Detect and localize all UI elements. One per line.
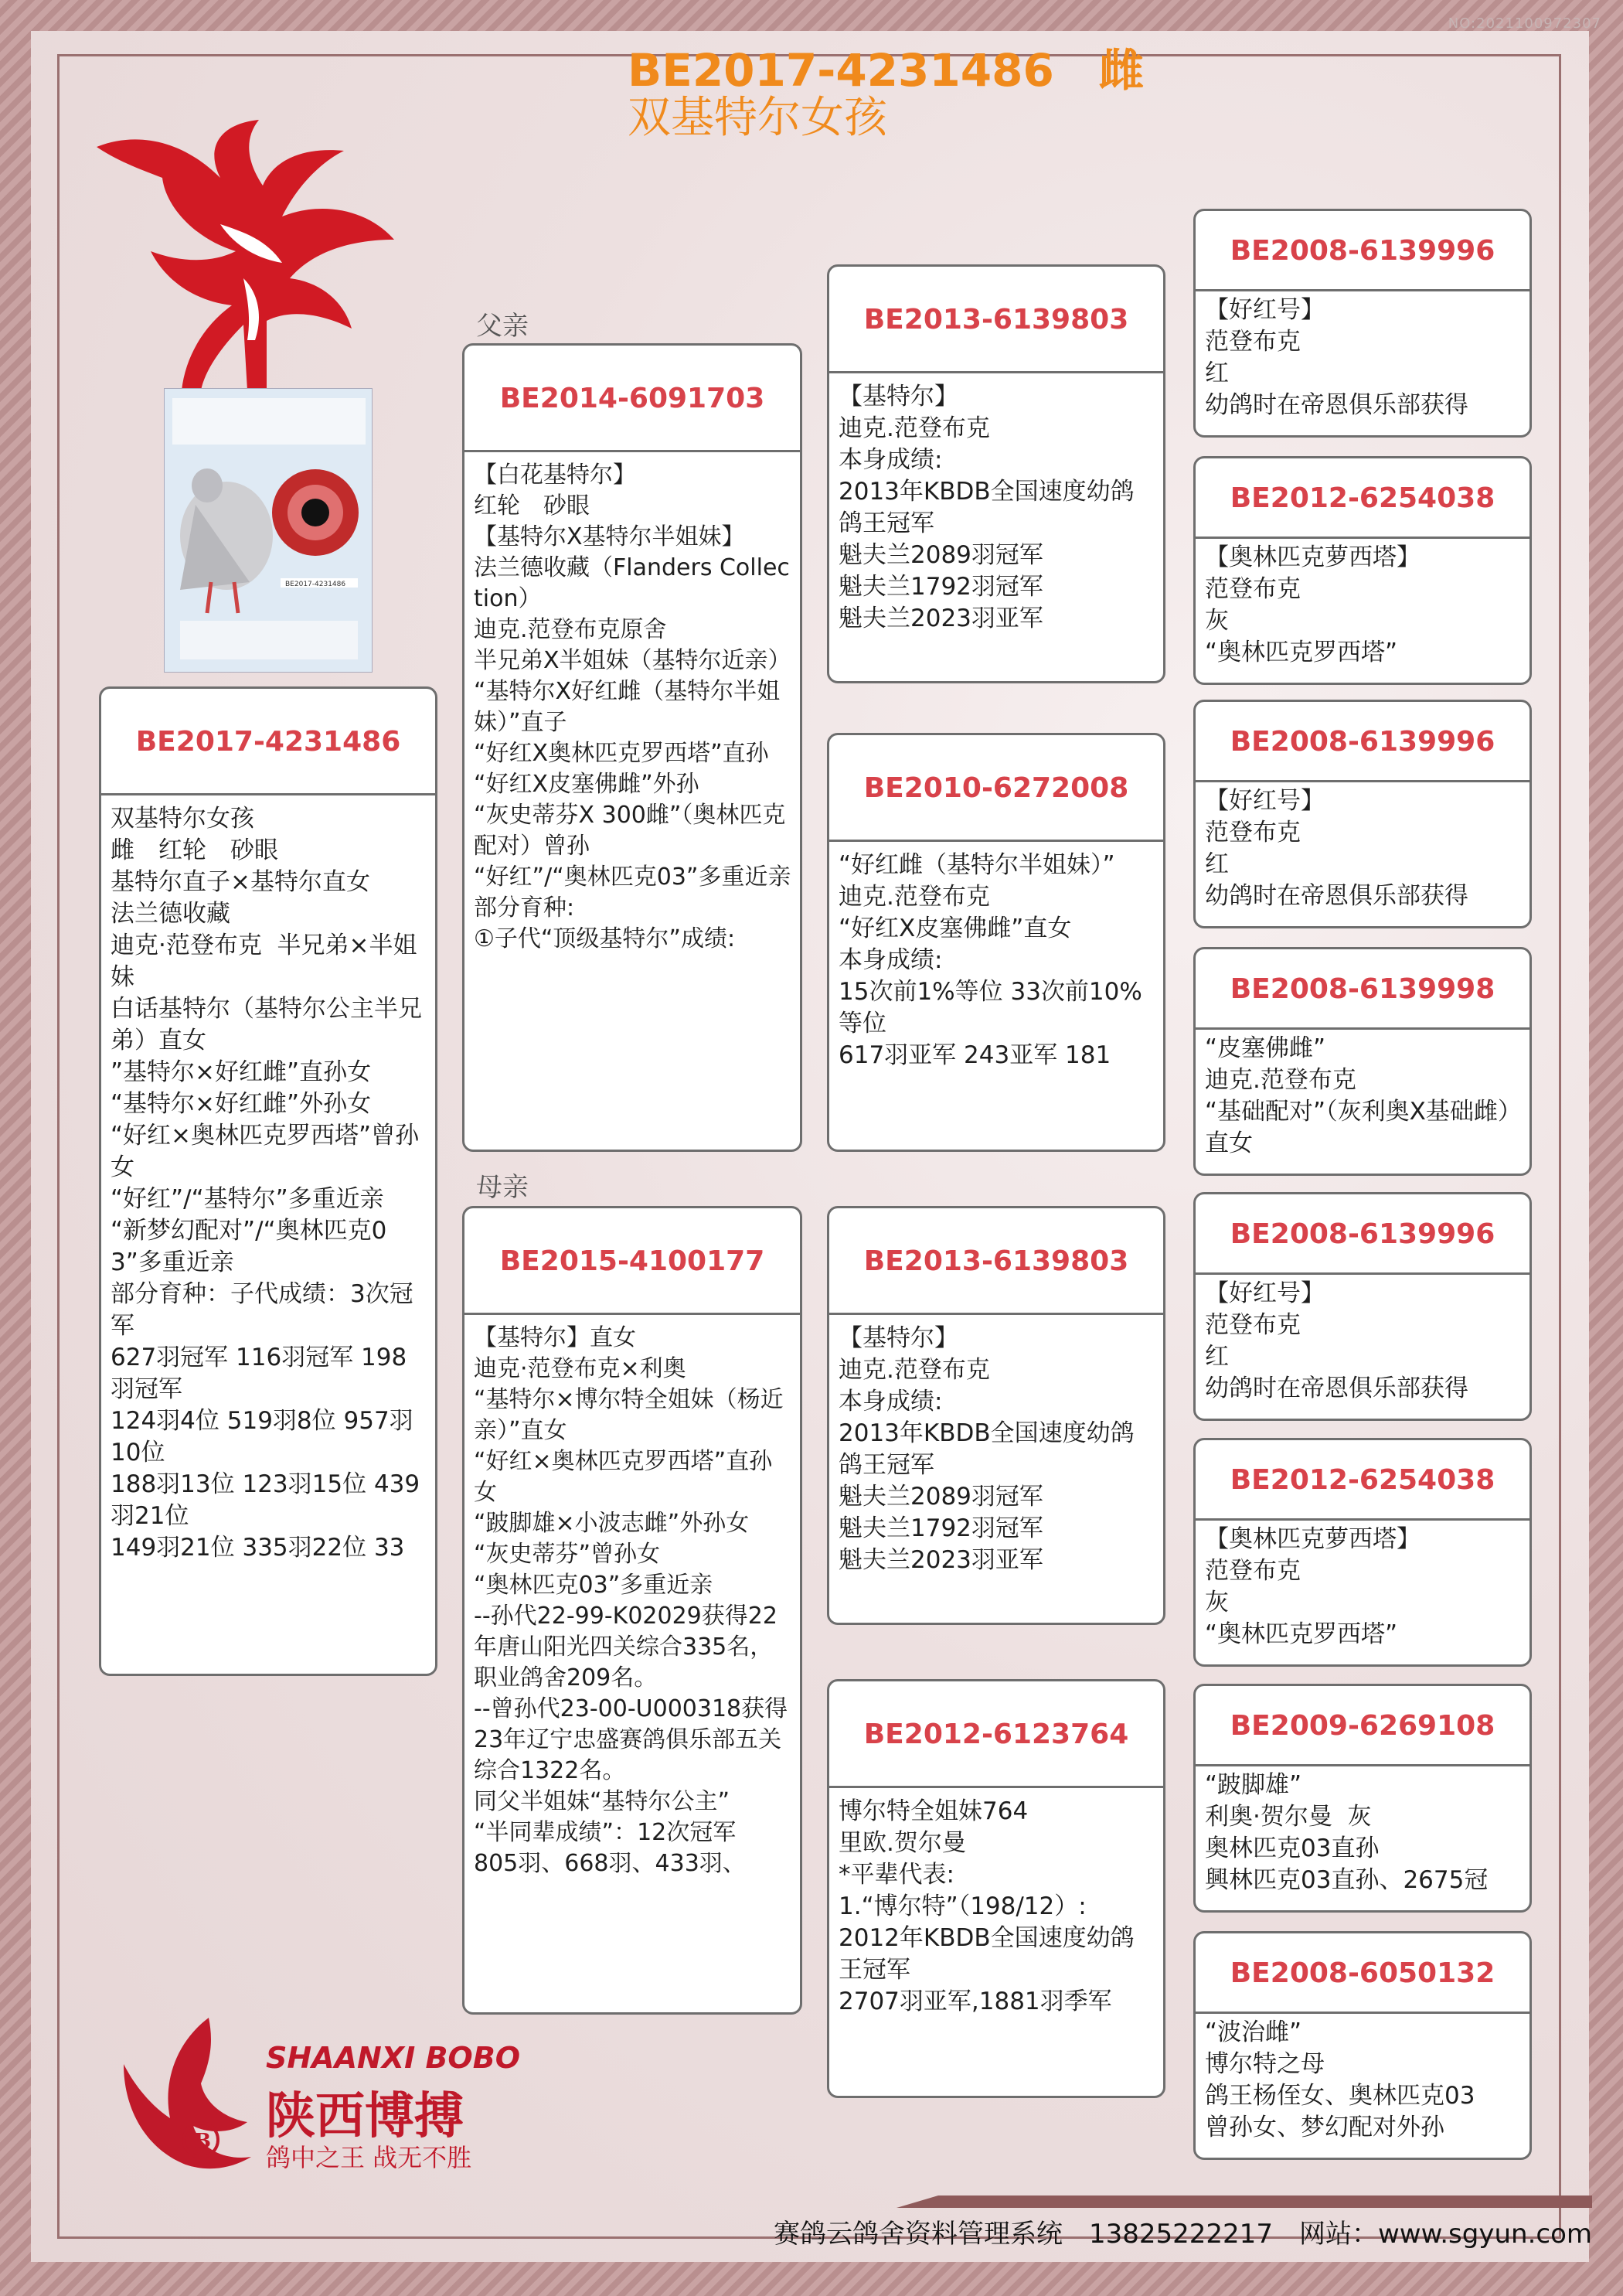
- brand-chinese-name: 陕西博搏: [266, 2088, 464, 2145]
- detail-line: 【基特尔】直女: [474, 1324, 636, 1351]
- brand-logo: [116, 2010, 518, 2188]
- great-grandparent-card: [1193, 456, 1532, 685]
- detail-line: “奥林匹克罗西塔”: [1205, 639, 1398, 666]
- detail-line: 部分育种：子代成绩：3次冠军: [111, 1280, 413, 1340]
- detail-line: 興林匹克03直孙、2675冠: [1205, 1866, 1489, 1894]
- father-caption: 父亲: [476, 311, 529, 342]
- pigeon-ring-title: BE2017-4231486 雌: [628, 44, 1144, 97]
- detail-line: ①子代“顶级基特尔”成绩:: [474, 925, 736, 952]
- detail-line: “基特尔×博尔特全姐妹（杨近亲）”直女: [474, 1386, 784, 1444]
- detail-line: 805羽、668羽、433羽、: [474, 1850, 746, 1877]
- subject-card: [99, 686, 437, 1676]
- detail-line: 范登布克: [1205, 575, 1301, 603]
- detail-line: 124羽4位 519羽8位 957羽10位: [111, 1407, 413, 1467]
- detail-line: 本身成绩:: [839, 1388, 943, 1415]
- detail-line: 【奥林匹克萝西塔】: [1205, 543, 1421, 571]
- detail-line: 迪克.范登布克原舍: [474, 616, 667, 643]
- detail-line: 红: [1205, 359, 1229, 387]
- great-grandparent-details: [1196, 1275, 1529, 1405]
- granddam-maternal-details: [829, 1788, 1163, 2018]
- detail-line: 迪克.范登布克: [1205, 1066, 1356, 1094]
- detail-line: 半兄弟X半姐妹（基特尔近亲）: [474, 647, 791, 674]
- detail-line: 【好红号】: [1205, 1279, 1325, 1307]
- detail-line: *平辈代表:: [839, 1861, 954, 1889]
- detail-line: 【白花基特尔】: [474, 462, 636, 489]
- detail-line: 149羽21位 335羽22位 33: [111, 1534, 405, 1562]
- grandsire-maternal-card: [827, 1206, 1165, 1625]
- detail-line: 本身成绩:: [839, 946, 943, 974]
- detail-line: 里欧.贺尔曼: [839, 1829, 966, 1857]
- great-grandparent-ring: BE2008-6139998: [1196, 949, 1529, 1030]
- granddam-paternal-ring: BE2010-6272008: [829, 735, 1163, 842]
- detail-line: “好红雌（基特尔半姐妹）”: [839, 851, 1115, 879]
- detail-line: “好红X奥林匹克罗西塔”直孙: [474, 740, 769, 767]
- mother-caption: 母亲: [476, 1172, 529, 1203]
- detail-line: “波治雌”: [1205, 2018, 1302, 2046]
- detail-line: 法兰德收藏（Flanders Collection）: [474, 554, 790, 612]
- detail-line: 魁夫兰1792羽冠军: [839, 573, 1043, 601]
- detail-line: 基特尔直子×基特尔直女: [111, 868, 370, 896]
- granddam-paternal-details: [829, 842, 1163, 1071]
- footer-band: [897, 2196, 1592, 2208]
- detail-line: 部分育种:: [474, 894, 575, 921]
- detail-line: “基特尔X好红雌（基特尔半姐妹）”直子: [474, 678, 781, 736]
- pigeon-image: [165, 389, 373, 673]
- brand-english-name: SHAANXI BOBO: [266, 2041, 520, 2075]
- great-grandparent-details: [1196, 782, 1529, 912]
- detail-line: “奥林匹克罗西塔”: [1205, 1620, 1398, 1648]
- great-grandparent-ring: BE2008-6139996: [1196, 1194, 1529, 1275]
- detail-line: “好红X皮塞佛雌”直女: [839, 915, 1072, 942]
- great-grandparent-ring: BE2012-6254038: [1196, 458, 1529, 539]
- subject-ring: BE2017-4231486: [101, 689, 435, 795]
- detail-line: 范登布克: [1205, 819, 1301, 847]
- detail-line: 【好红号】: [1205, 787, 1325, 815]
- detail-line: 博尔特全姐妹764: [839, 1797, 1029, 1825]
- detail-line: 617羽亚军 243亚军 181: [839, 1041, 1111, 1069]
- detail-line: 【好红号】: [1205, 296, 1325, 324]
- footer: [774, 2213, 1592, 2257]
- detail-line: 15次前1%等位 33次前10%等位: [839, 978, 1142, 1037]
- detail-line: 红: [1205, 850, 1229, 878]
- detail-line: 范登布克: [1205, 1557, 1301, 1585]
- father-ring: BE2014-6091703: [464, 346, 800, 452]
- detail-line: 灰: [1205, 1589, 1229, 1616]
- great-grandparent-card: [1193, 1684, 1532, 1913]
- great-grandparent-card: [1193, 947, 1532, 1176]
- great-grandparent-card: [1193, 1438, 1532, 1667]
- detail-line: 627羽冠军 116羽冠军 198羽冠军: [111, 1344, 407, 1403]
- pigeon-name-title: 双基特尔女孩: [628, 93, 887, 143]
- detail-line: 迪克·范登布克×利奥: [474, 1355, 686, 1382]
- brand-phoenix-icon: [116, 2010, 263, 2188]
- detail-line: “跛脚雄×小波志雌”外孙女: [474, 1510, 750, 1537]
- detail-line: 【基特尔】: [839, 383, 958, 410]
- great-grandparent-card: [1193, 209, 1532, 438]
- detail-line: 2013年KBDB全国速度幼鸽鸽王冠军: [839, 1419, 1135, 1479]
- detail-line: 范登布克: [1205, 328, 1301, 356]
- detail-line: 鸽王杨侄女、奥林匹克03: [1205, 2082, 1475, 2110]
- detail-line: 1.“博尔特”（198/12）:: [839, 1892, 1087, 1920]
- detail-line: 博尔特之母: [1205, 2050, 1325, 2078]
- pigeon-photo: [164, 388, 373, 673]
- detail-line: 【奥林匹克萝西塔】: [1205, 1525, 1421, 1553]
- photo-ring-text: BE2017-4231486: [285, 581, 346, 588]
- detail-line: 迪克·范登布克 半兄弟×半姐妹: [111, 932, 417, 991]
- detail-line: “基特尔×好红雌”外孙女: [111, 1090, 372, 1118]
- great-grandparent-details: [1196, 539, 1529, 669]
- great-grandparent-details: [1196, 1030, 1529, 1160]
- detail-line: “新梦幻配对”/“奥林匹克03”多重近亲: [111, 1217, 387, 1276]
- detail-line: 幼鸽时在帝恩俱乐部获得: [1205, 882, 1468, 910]
- granddam-paternal-card: [827, 733, 1165, 1152]
- detail-line: “好红X皮塞佛雌”外孙: [474, 771, 699, 798]
- detail-line: 奥林匹克03直孙: [1205, 1834, 1380, 1862]
- detail-line: 雌 红轮 砂眼: [111, 836, 278, 864]
- detail-line: 范登布克: [1205, 1311, 1301, 1339]
- detail-line: “半同辈成绩”：12次冠军: [474, 1819, 737, 1846]
- svg-text:B: B: [194, 2130, 211, 2153]
- detail-line: 利奥·贺尔曼 灰: [1205, 1803, 1372, 1831]
- grandsire-paternal-details: [829, 373, 1163, 635]
- detail-line: “灰史蒂芬”曾孙女: [474, 1541, 661, 1568]
- footer-contact: 赛鸽云鸽舍资料管理系统 13825222217 网站：www.sgyun.com: [774, 2219, 1592, 2250]
- detail-line: “好红×奥林匹克罗西塔”直孙女: [474, 1448, 773, 1506]
- detail-line: 迪克.范登布克: [839, 414, 990, 442]
- detail-line: “好红×奥林匹克罗西塔”曾孙女: [111, 1122, 420, 1181]
- great-grandparent-details: [1196, 2014, 1529, 2144]
- father-details: [464, 452, 800, 955]
- granddam-maternal-card: [827, 1679, 1165, 2098]
- detail-line: --曾孙代23-00-U000318获得23年辽宁忠盛赛鸽俱乐部五关综合1322名。: [474, 1695, 788, 1784]
- detail-line: “灰史蒂芬X 300雌”（奥林匹克配对）曾孙: [474, 802, 786, 860]
- great-grandparent-ring: BE2012-6254038: [1196, 1440, 1529, 1521]
- detail-line: 迪克.范登布克: [839, 883, 990, 911]
- great-grandparent-ring: BE2008-6139996: [1196, 211, 1529, 291]
- detail-line: 幼鸽时在帝恩俱乐部获得: [1205, 391, 1468, 419]
- detail-line: 魁夫兰2023羽亚军: [839, 1546, 1043, 1574]
- subject-details: [101, 795, 435, 1564]
- detail-line: 【基特尔X基特尔半姐妹】: [474, 523, 745, 550]
- detail-line: “皮塞佛雌”: [1205, 1034, 1326, 1062]
- grandsire-maternal-ring: BE2013-6139803: [829, 1208, 1163, 1315]
- great-grandparent-card: [1193, 1931, 1532, 2160]
- detail-line: “好红”/“奥林匹克03”多重近亲: [474, 864, 791, 891]
- phoenix-logo: [89, 116, 413, 394]
- detail-line: 2013年KBDB全国速度幼鸽鸽王冠军: [839, 478, 1135, 537]
- grandsire-maternal-details: [829, 1315, 1163, 1576]
- detail-line: 188羽13位 123羽15位 439羽21位: [111, 1470, 420, 1530]
- detail-line: 幼鸽时在帝恩俱乐部获得: [1205, 1375, 1468, 1402]
- detail-line: --孙代22-99-K02029获得22年唐山阳光四关综合335名，职业鸽舍209名。: [474, 1603, 777, 1691]
- mother-details: [464, 1315, 800, 1879]
- mother-card: [462, 1206, 802, 2015]
- detail-line: 本身成绩:: [839, 446, 943, 474]
- great-grandparent-ring: BE2008-6050132: [1196, 1933, 1529, 2014]
- detail-line: 红: [1205, 1343, 1229, 1371]
- great-grandparent-details: [1196, 1521, 1529, 1650]
- brand-slogan: 鸽中之王 战无不胜: [266, 2143, 472, 2172]
- detail-line: 2707羽亚军,1881羽季军: [839, 1988, 1112, 2015]
- detail-line: 2012年KBDB全国速度幼鸽王冠军: [839, 1924, 1135, 1984]
- great-grandparent-details: [1196, 291, 1529, 421]
- detail-line: 魁夫兰2023羽亚军: [839, 605, 1043, 632]
- detail-line: 曾孙女、梦幻配对外孙: [1205, 2114, 1444, 2141]
- great-grandparent-ring: BE2008-6139996: [1196, 702, 1529, 782]
- detail-line: 同父半姐妹“基特尔公主”: [474, 1788, 730, 1815]
- detail-line: “奥林匹克03”多重近亲: [474, 1572, 713, 1599]
- detail-line: 灰: [1205, 607, 1229, 635]
- mother-ring: BE2015-4100177: [464, 1208, 800, 1315]
- detail-line: 法兰德收藏: [111, 900, 230, 928]
- serial-number: NO:2021100972307: [1448, 15, 1601, 32]
- great-grandparent-card: [1193, 700, 1532, 928]
- father-card: [462, 343, 802, 1152]
- detail-line: 迪克.范登布克: [839, 1356, 990, 1384]
- detail-line: “好红”/“基特尔”多重近亲: [111, 1185, 384, 1213]
- detail-line: 双基特尔女孩: [111, 805, 254, 833]
- grandsire-paternal-card: [827, 264, 1165, 683]
- detail-line: “基础配对”（灰利奥X基础雌）直女: [1205, 1098, 1522, 1157]
- detail-line: 魁夫兰2089羽冠军: [839, 541, 1043, 569]
- detail-line: 红轮 砂眼: [474, 492, 590, 519]
- great-grandparent-details: [1196, 1766, 1529, 1896]
- great-grandparent-ring: BE2009-6269108: [1196, 1686, 1529, 1766]
- detail-line: 白话基特尔（基特尔公主半兄弟）直女: [111, 995, 422, 1054]
- granddam-maternal-ring: BE2012-6123764: [829, 1681, 1163, 1788]
- great-grandparent-card: [1193, 1192, 1532, 1421]
- detail-line: ”基特尔×好红雌”直孙女: [111, 1058, 372, 1086]
- detail-line: 魁夫兰2089羽冠军: [839, 1483, 1043, 1511]
- detail-line: “跛脚雄”: [1205, 1771, 1302, 1799]
- grandsire-paternal-ring: BE2013-6139803: [829, 267, 1163, 373]
- detail-line: 【基特尔】: [839, 1324, 958, 1352]
- detail-line: 魁夫兰1792羽冠军: [839, 1514, 1043, 1542]
